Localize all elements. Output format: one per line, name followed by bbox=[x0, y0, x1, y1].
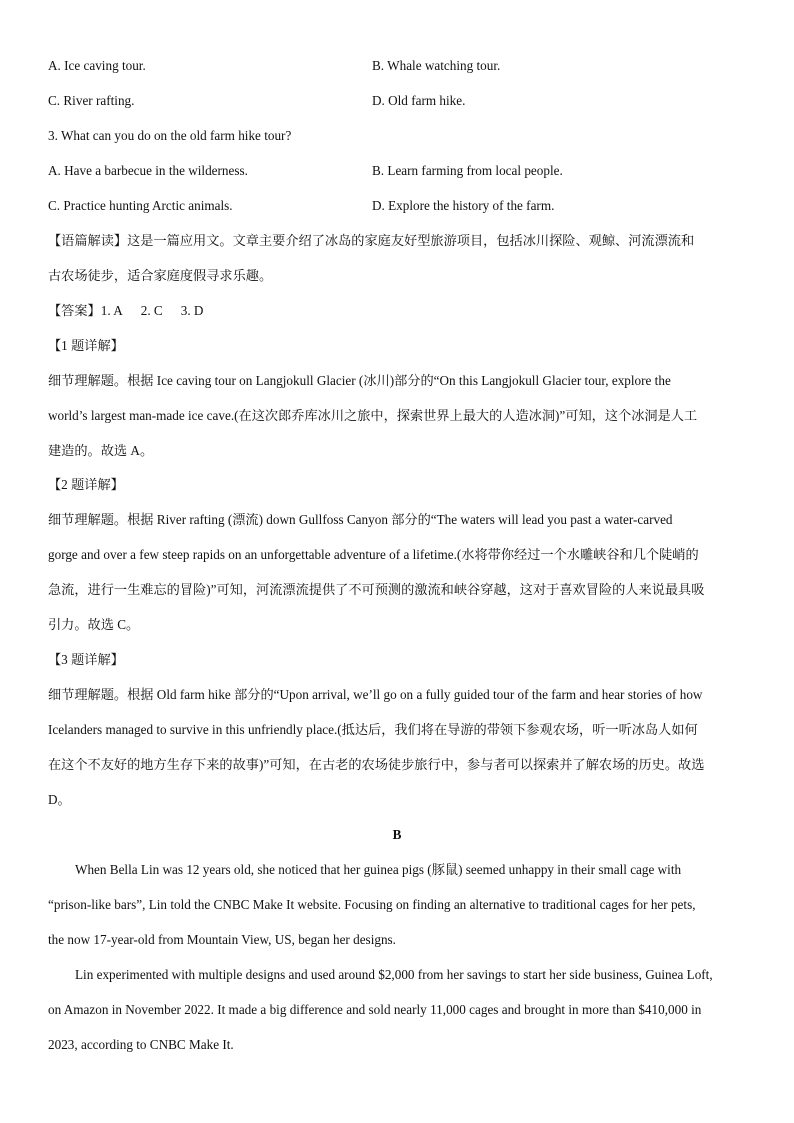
analysis-line-1: 【语篇解读】这是一篇应用文。文章主要介绍了冰岛的家庭友好型旅游项目，包括冰川探险、观鲸、河流漂流和 bbox=[48, 233, 695, 248]
passage-b-p2-line-1: Lin experimented with multiple designs and used around $2,000 from her savings to start her side business, Guinea Loft, bbox=[75, 967, 713, 982]
detail-3-line-4: D。 bbox=[48, 792, 71, 807]
answer-line bbox=[48, 302, 221, 320]
answer-3: 3. D bbox=[180, 303, 204, 318]
detail-2-line-3: 急流，进行一生难忘的冒险)”可知，河流漂流提供了不可预测的激流和峡谷穿越，这对于喜欢冒险的人来说最具吸 bbox=[48, 582, 705, 597]
passage-b-p1-line-2: “prison-like bars”, Lin told the CNBC Make It website. Focusing on finding an alternative to traditional cages for her pets, bbox=[48, 897, 696, 912]
q3-option-d: D. Explore the history of the farm. bbox=[372, 198, 555, 213]
detail-2-line-2: gorge and over a few steep rapids on an unforgettable adventure of a lifetime.(水将带你经过一个水雕峡谷和几个陡峭的 bbox=[48, 547, 699, 562]
q2-option-c: C. River rafting. bbox=[48, 93, 135, 108]
detail-3-line-2: Icelanders managed to survive in this unfriendly place.(抵达后，我们将在导游的带领下参观农场，听一听冰岛人如何 bbox=[48, 722, 698, 737]
q3-question: 3. What can you do on the old farm hike tour? bbox=[48, 128, 292, 143]
detail-1-heading: 【1 题详解】 bbox=[48, 338, 124, 353]
detail-3-heading: 【3 题详解】 bbox=[48, 652, 124, 667]
detail-1-line-1: 细节理解题。根据 Ice caving tour on Langjokull Glacier (冰川)部分的“On this Langjokull Glacier tour, explore the bbox=[48, 373, 671, 388]
analysis-line-2: 古农场徒步，适合家庭度假寻求乐趣。 bbox=[48, 268, 273, 283]
detail-1-line-2: world’s largest man-made ice cave.(在这次郎乔库冰川之旅中，探索世界上最大的人造冰洞)”可知，这个冰洞是人工 bbox=[48, 408, 698, 423]
q2-option-a: A. Ice caving tour. bbox=[48, 58, 146, 73]
passage-b-p1-line-1: When Bella Lin was 12 years old, she noticed that her guinea pigs (豚鼠) seemed unhappy in their small cage with bbox=[75, 862, 682, 877]
answer-2: 2. C bbox=[140, 303, 163, 318]
q3-option-c: C. Practice hunting Arctic animals. bbox=[48, 198, 233, 213]
answer-1: 1. A bbox=[100, 303, 123, 318]
q2-option-b: B. Whale watching tour. bbox=[372, 58, 501, 73]
q3-option-b: B. Learn farming from local people. bbox=[372, 163, 563, 178]
detail-2-line-4: 引力。故选 C。 bbox=[48, 617, 140, 632]
answer-label: 【答案】 bbox=[48, 303, 101, 318]
detail-2-heading: 【2 题详解】 bbox=[48, 477, 124, 492]
q2-option-d: D. Old farm hike. bbox=[372, 93, 466, 108]
passage-b-p1-line-3: the now 17-year-old from Mountain View, US, began her designs. bbox=[48, 932, 396, 947]
passage-b-title: B bbox=[392, 827, 402, 842]
detail-3-line-1: 细节理解题。根据 Old farm hike 部分的“Upon arrival, we’ll go on a fully guided tour of the farm and hear stories of how bbox=[48, 687, 703, 702]
detail-1-line-3: 建造的。故选 A。 bbox=[48, 443, 154, 458]
q3-option-a: A. Have a barbecue in the wilderness. bbox=[48, 163, 248, 178]
detail-3-line-3: 在这个不友好的地方生存下来的故事)”可知，在古老的农场徒步旅行中，参与者可以探索并了解农场的历史。故选 bbox=[48, 757, 705, 772]
passage-b-p2-line-3: 2023, according to CNBC Make It. bbox=[48, 1037, 234, 1052]
passage-b-p2-line-2: on Amazon in November 2022. It made a big difference and sold nearly 11,000 cages and brought in more than $410,000 in bbox=[48, 1002, 702, 1017]
detail-2-line-1: 细节理解题。根据 River rafting (漂流) down Gullfoss Canyon 部分的“The waters will lead you past a water-carved bbox=[48, 512, 673, 527]
